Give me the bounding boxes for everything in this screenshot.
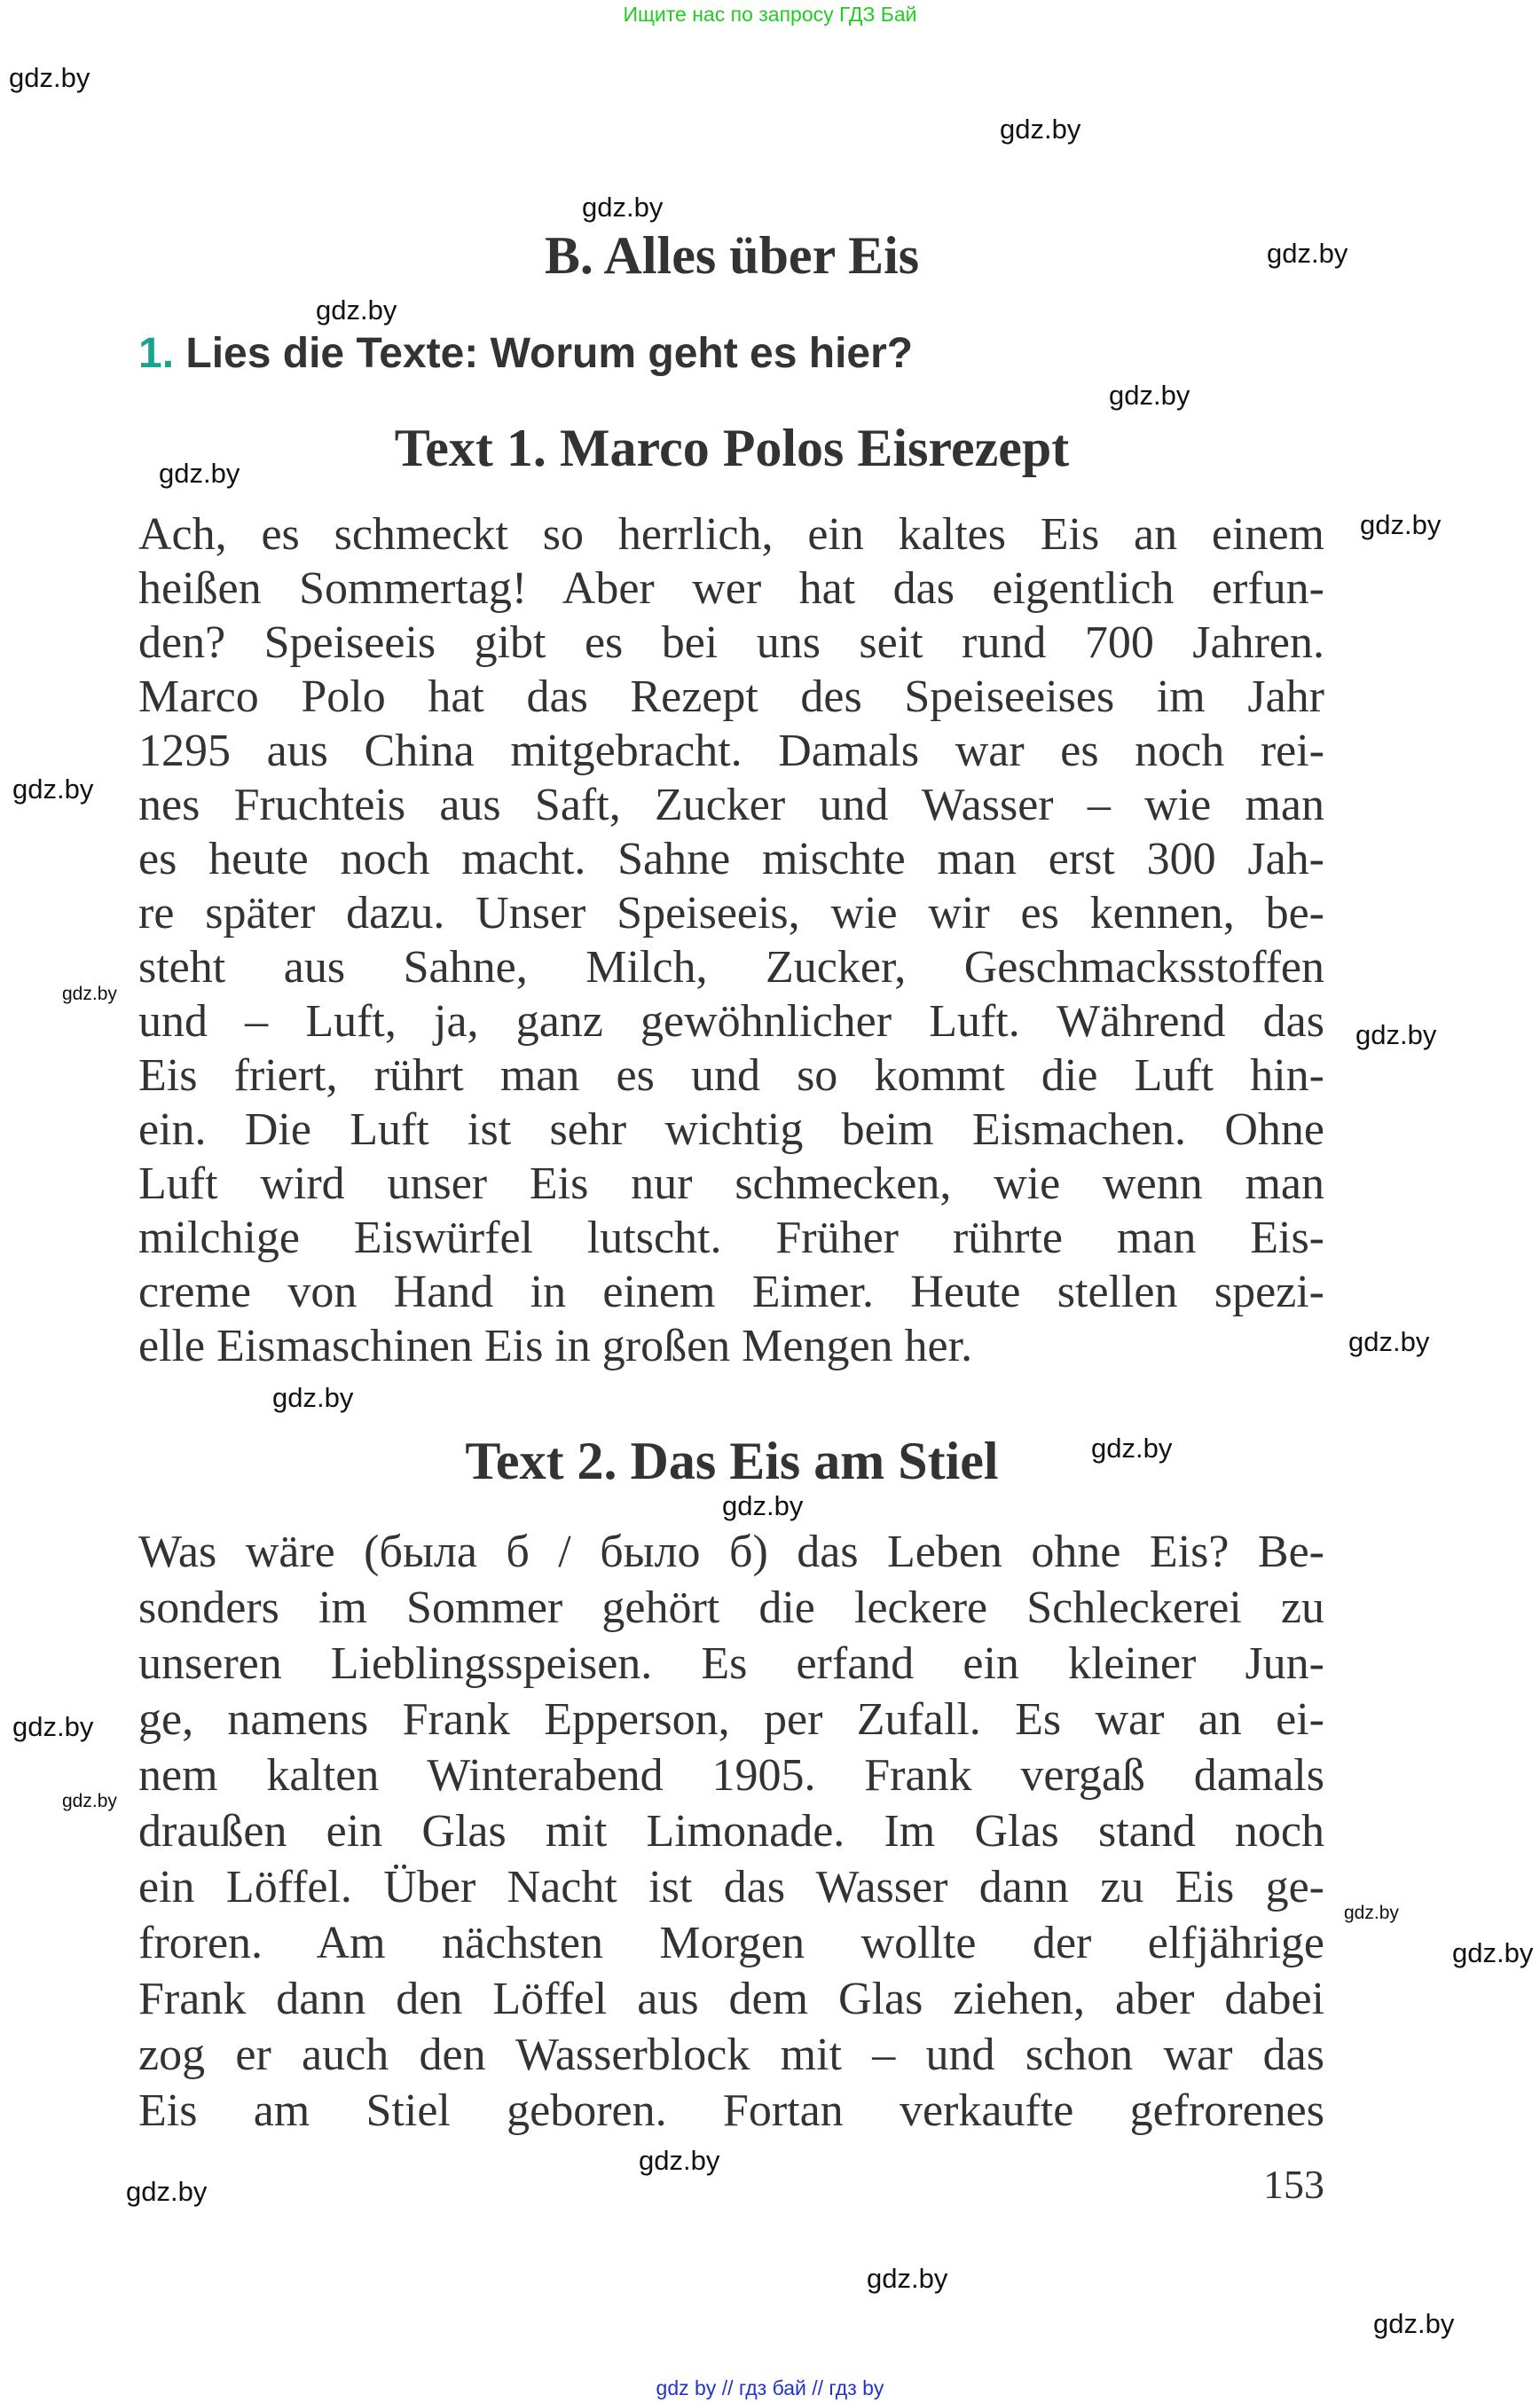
watermark: gdz.by [1452, 1937, 1534, 1968]
text-line: sonders im Sommer gehört die leckere Schleckerei zu [138, 1582, 1324, 1633]
task-number: 1. [138, 330, 175, 377]
watermark: gdz.by [867, 2263, 948, 2294]
text-line: froren. Am nächsten Morgen wollte der elfjährige [138, 1918, 1324, 1968]
text-line: heißen Sommertag! Aber wer hat das eigentlich erfun- [138, 563, 1324, 614]
text-line: 1295 aus China mitgebracht. Damals war es noch rei- [138, 726, 1324, 776]
watermark: gdz.by [1373, 2308, 1455, 2339]
top-search-banner[interactable]: Ищите нас по запросу ГДЗ Бай [623, 3, 917, 26]
text-line: nes Fruchteis aus Saft, Zucker und Wasser – wie man [138, 780, 1324, 830]
task-heading [138, 330, 914, 377]
watermark: gdz.by [1091, 1433, 1173, 1464]
bottom-links-banner[interactable]: gdz by // гдз бай // гдз by [656, 2376, 884, 2399]
watermark: gdz.by [639, 2145, 720, 2176]
text2-title: Text 2. Das Eis am Stiel [465, 1432, 999, 1490]
text2-body [138, 1524, 1324, 2139]
task-text: Lies die Texte: Worum geht es hier? [185, 330, 914, 377]
watermark: gdz.by [12, 1711, 94, 1742]
text-line: Frank dann den Löffel aus dem Glas ziehen, aber dabei [138, 1974, 1324, 2024]
text-line: Eis friert, rührt man es und so kommt die Luft hin- [138, 1050, 1324, 1101]
text-line: Eis am Stiel geboren. Fortan verkaufte gefrorenes [138, 2085, 1324, 2136]
text-line: Luft wird unser Eis nur schmecken, wie wenn man [138, 1158, 1324, 1209]
text-line: creme von Hand in einem Eimer. Heute stellen spezi- [138, 1267, 1324, 1317]
text-line: elle Eismaschinen Eis in großen Mengen her. [138, 1321, 973, 1371]
watermark: gdz.by [1360, 509, 1442, 540]
text-line: steht aus Sahne, Milch, Zucker, Geschmacksstoffen [138, 942, 1324, 993]
watermark: gdz.by [159, 458, 240, 489]
watermark: gdz.by [1348, 1326, 1430, 1357]
text1-title: Text 1. Marco Polos Eisrezept [394, 419, 1070, 477]
text-line: ein. Die Luft ist sehr wichtig beim Eismachen. Ohne [138, 1104, 1324, 1155]
text-line: es heute noch macht. Sahne mischte man erst 300 Jah- [138, 834, 1324, 884]
watermark: gdz.by [1344, 1903, 1399, 1923]
section-title: B. Alles über Eis [544, 226, 920, 285]
watermark: gdz.by [12, 774, 94, 805]
watermark: gdz.by [9, 62, 90, 93]
text-line: milchige Eiswürfel lutscht. Früher rührte man Eis- [138, 1213, 1324, 1263]
text-line: und – Luft, ja, ganz gewöhnlicher Luft. Während das [138, 996, 1324, 1047]
text-line: ein Löffel. Über Nacht ist das Wasser dann zu Eis ge- [138, 1862, 1324, 1912]
text-line: den? Speiseeis gibt es bei uns seit rund 700 Jahren. [138, 617, 1324, 668]
text-line: draußen ein Glas mit Limonade. Im Glas stand noch [138, 1806, 1324, 1857]
text-line: Ach, es schmeckt so herrlich, ein kaltes Eis an einem [138, 509, 1324, 560]
watermark: gdz.by [582, 192, 664, 223]
text-line: unseren Lieblingsspeisen. Es erfand ein kleiner Jun- [138, 1638, 1324, 1689]
watermark: gdz.by [1267, 238, 1348, 269]
watermark: gdz.by [62, 1791, 117, 1811]
watermark: gdz.by [1000, 114, 1081, 145]
text-line: nem kalten Winterabend 1905. Frank vergaß damals [138, 1750, 1324, 1801]
watermark: gdz.by [722, 1490, 804, 1521]
text1-body [138, 507, 1324, 1373]
watermark: gdz.by [316, 294, 397, 326]
text-line: re später dazu. Unser Speiseeis, wie wir es kennen, be- [138, 888, 1324, 938]
watermark: gdz.by [1355, 1019, 1437, 1050]
text-line: zog er auch den Wasserblock mit – und schon war das [138, 2030, 1324, 2080]
watermark: gdz.by [62, 984, 117, 1004]
text-line: ge, namens Frank Epperson, per Zufall. Es war an ei- [138, 1694, 1324, 1745]
page-number: 153 [1263, 2162, 1324, 2207]
text-line: Was wäre (была б / было б) das Leben ohne Eis? Be- [138, 1527, 1324, 1577]
text-line: Marco Polo hat das Rezept des Speiseeises im Jahr [138, 671, 1324, 722]
watermark: gdz.by [126, 2176, 208, 2207]
watermark: gdz.by [1109, 380, 1190, 411]
watermark: gdz.by [272, 1382, 354, 1413]
